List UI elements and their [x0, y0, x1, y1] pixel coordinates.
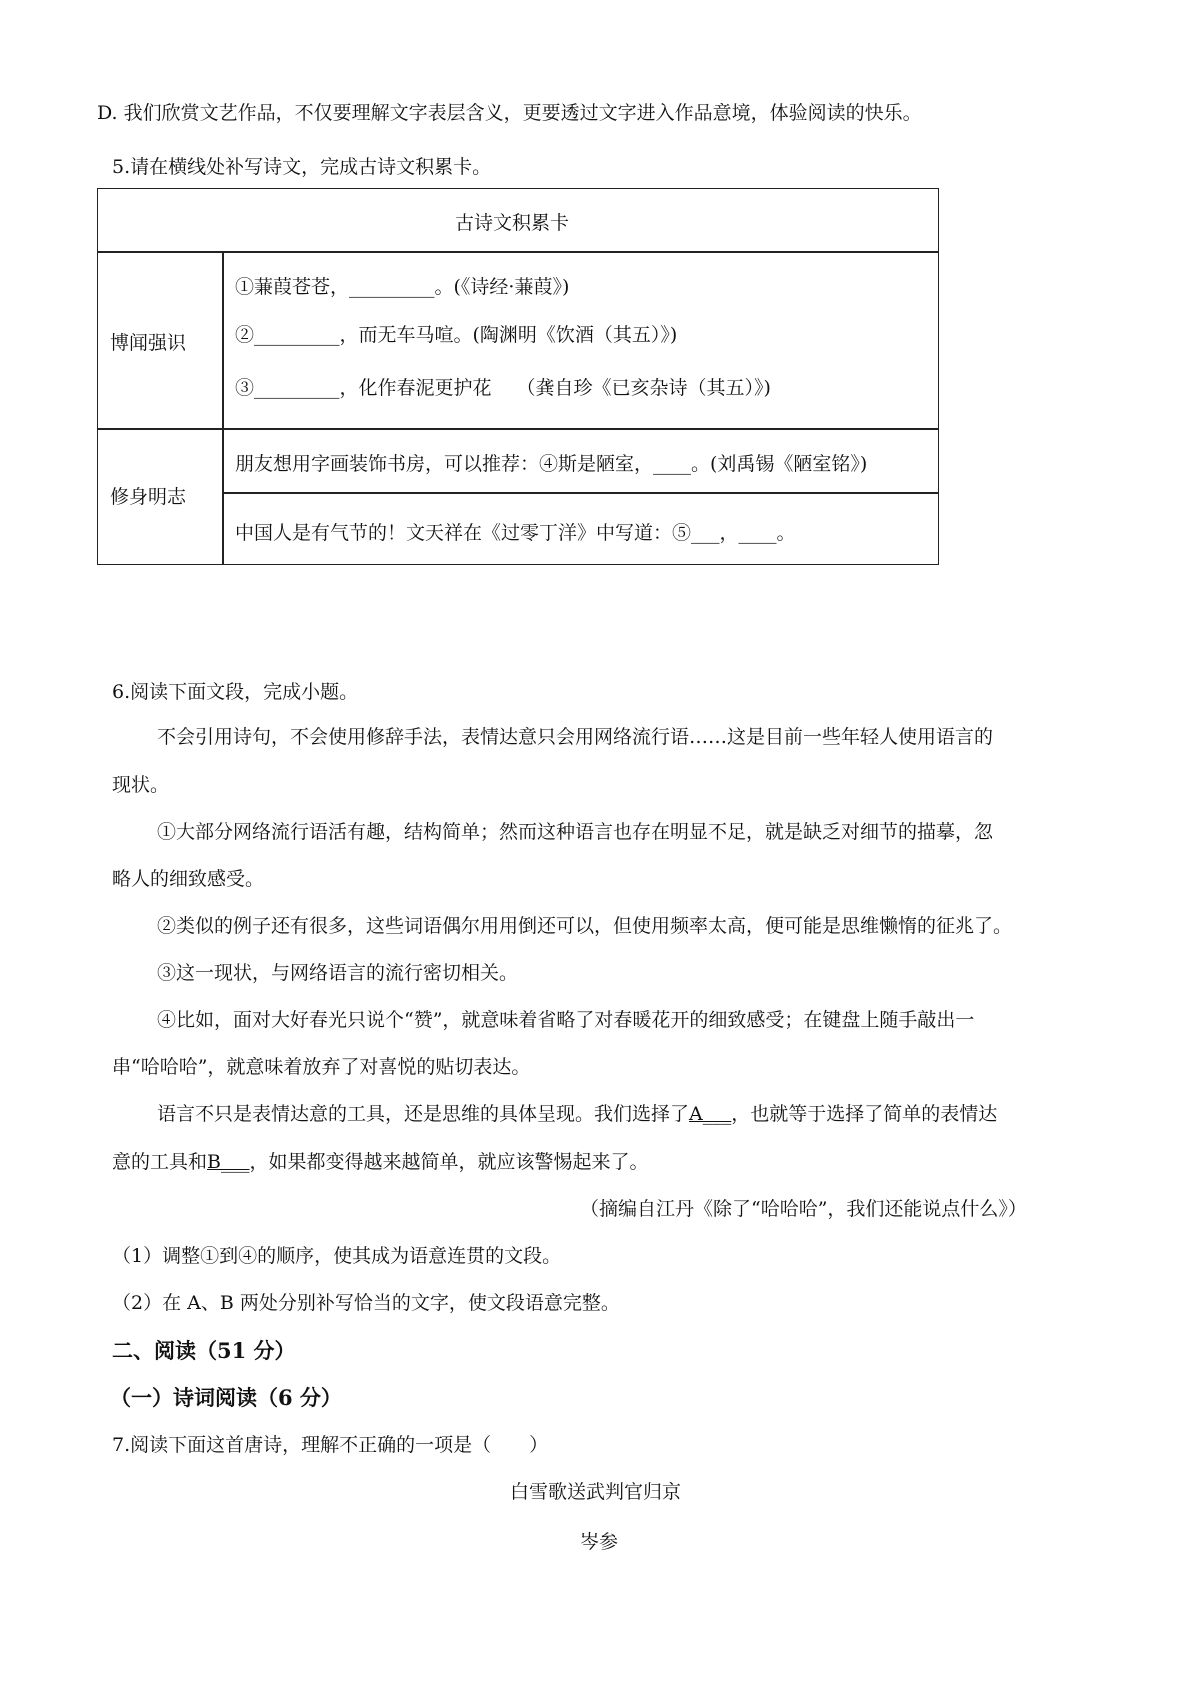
question-7-prompt: 7.阅读下面这首唐诗，理解不正确的一项是（ ）	[112, 1434, 549, 1456]
paragraph-intro-line2: 现状。	[112, 774, 170, 796]
paragraph-intro-line1: 不会引用诗句，不会使用修辞手法，表情达意只会用网络流行语……这是目前一些年轻人使用语言的	[157, 726, 994, 748]
card-line-2: ②_________，而无车马喧。(陶渊明《饮酒（其五）》)	[235, 324, 678, 346]
conclusion-line1	[157, 1099, 997, 1126]
section-label-xiushen: 修身明志	[110, 486, 187, 508]
card-title: 古诗文积累卡	[455, 212, 570, 234]
card-line-1: ①蒹葭苍苍，_________。(《诗经·蒹葭》)	[235, 276, 570, 298]
paragraph-4-line1: ④比如，面对大好春光只说个“赞”，就意味着省略了对春暖花开的细致感受；在键盘上随手敲出一	[157, 1009, 975, 1031]
section-heading: 二、阅读（51 分）	[112, 1338, 296, 1363]
sub-section-heading: （一）诗词阅读（6 分）	[110, 1385, 342, 1410]
poem-title: 白雪歌送武判官归京	[510, 1481, 682, 1503]
sub-question-1: （1）调整①到④的顺序，使其成为语意连贯的文段。	[112, 1245, 562, 1267]
table-divider	[222, 492, 939, 494]
paragraph-1-line1: ①大部分网络流行语活有趣，结构简单；然而这种语言也存在明显不足，就是缺乏对细节的描摹，忽	[157, 821, 994, 843]
blank-b: B___	[207, 1151, 250, 1173]
question-5-prompt: 5.请在横线处补写诗文，完成古诗文积累卡。	[112, 156, 492, 178]
paragraph-2: ②类似的例子还有很多，这些词语偶尔用用倒还可以，但使用频率太高，便可能是思维懒惰的征兆了。	[157, 915, 1013, 937]
section-label-bowen: 博闻强识	[110, 332, 187, 354]
sub-question-2: （2）在 A、B 两处分别补写恰当的文字，使文段语意完整。	[112, 1292, 620, 1314]
conclusion-text: ，也就等于选择了简单的表情达	[731, 1103, 998, 1125]
card-line-5: 中国人是有气节的！文天祥在《过零丁洋》中写道：⑤___，____。	[235, 522, 796, 544]
card-line-3: ③_________，化作春泥更护花 （龚自珍《已亥杂诗（其五）》)	[235, 377, 771, 399]
paragraph-4-line2: 串“哈哈哈”，就意味着放弃了对喜悦的贴切表达。	[112, 1056, 531, 1078]
question-6-prompt: 6.阅读下面文段，完成小题。	[112, 681, 359, 703]
conclusion-text: ，如果都变得越来越简单，就应该警惕起来了。	[249, 1151, 649, 1173]
conclusion-text: 语言不只是表情达意的工具，还是思维的具体呈现。我们选择了	[157, 1103, 690, 1125]
source-citation: （摘编自江丹《除了“哈哈哈”，我们还能说点什么》）	[580, 1198, 1027, 1220]
paragraph-3: ③这一现状，与网络语言的流行密切相关。	[157, 962, 519, 984]
poem-author: 岑参	[580, 1531, 619, 1553]
conclusion-line2	[112, 1147, 649, 1174]
conclusion-text: 意的工具和	[112, 1151, 208, 1173]
paragraph-1-line2: 略人的细致感受。	[112, 868, 265, 890]
card-line-4: 朋友想用字画装饰书房，可以推荐：④斯是陋室，____。(刘禹锡《陋室铭》)	[235, 453, 868, 475]
table-column-divider	[222, 251, 224, 565]
option-d: D. 我们欣赏文艺作品，不仅要理解文字表层含义，更要透过文字进入作品意境，体验阅读的快乐。	[97, 102, 922, 124]
blank-a: A___	[689, 1103, 732, 1125]
